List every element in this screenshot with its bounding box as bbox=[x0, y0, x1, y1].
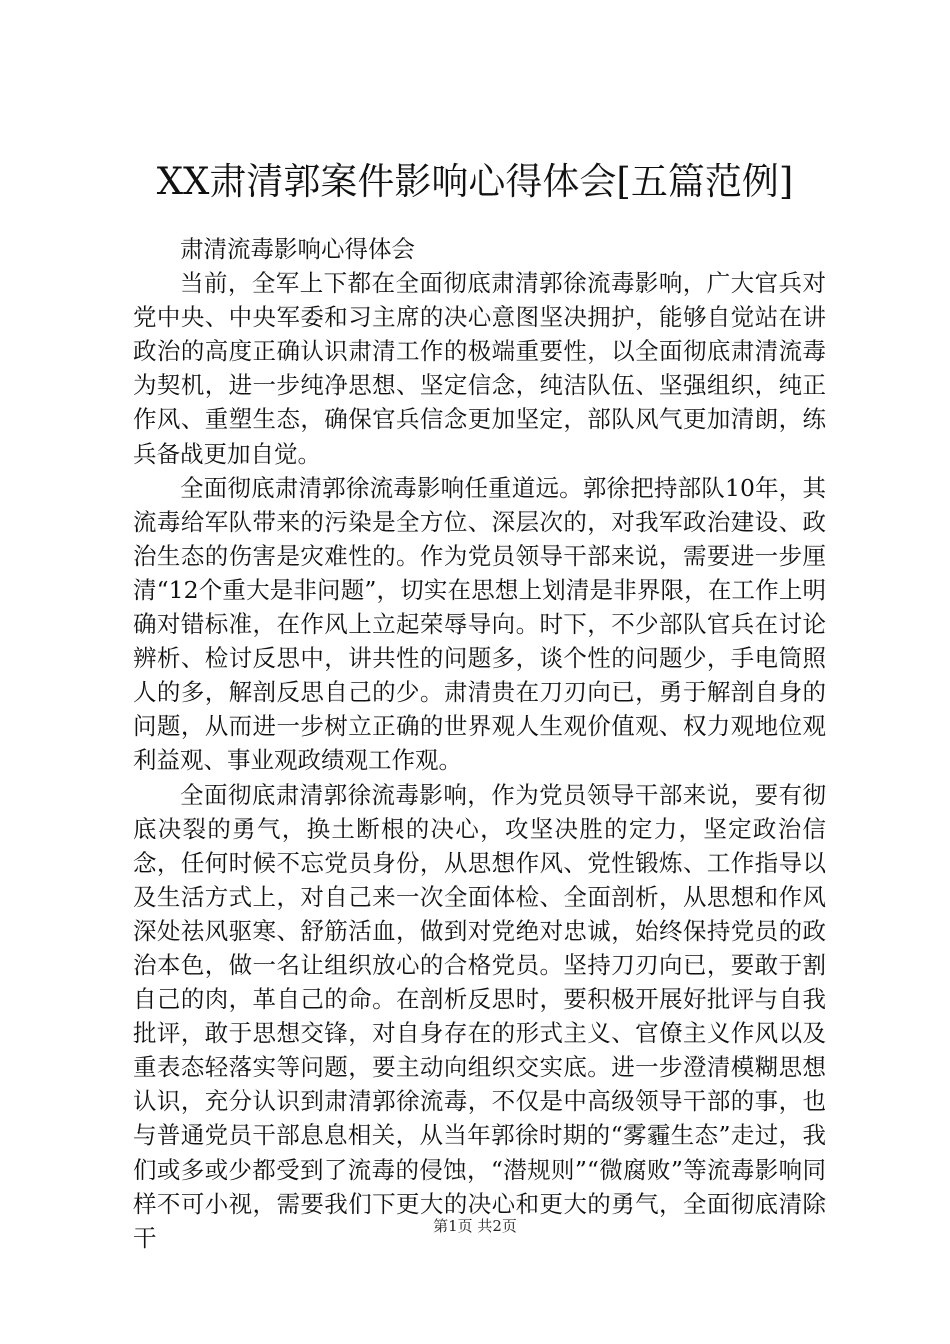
page-footer: 第1页 共2页 bbox=[433, 1217, 517, 1235]
document-subtitle: 肃清流毒影响心得体会 bbox=[180, 235, 415, 263]
document-title: XX肃清郭案件影响心得体会[五篇范例] bbox=[156, 160, 794, 203]
body-paragraph-1: 当前，全军上下都在全面彻底肃清郭徐流毒影响，广大官兵对党中央、中央军委和习主席的决心意图坚决拥护，能够自觉站在讲政治的高度正确认识肃清工作的极端重要性，以全面彻底肃清流毒为契机，进一步纯净思想、坚定信念，纯洁队伍、坚强组织，纯正作风、重塑生态，确保官兵信念更加坚定，部队风气更加清朗，练兵备战更加自觉。 bbox=[133, 269, 826, 468]
body-paragraph-3: 全面彻底肃清郭徐流毒影响，作为党员领导干部来说，要有彻底决裂的勇气，换土断根的决心，攻坚决胜的定力，坚定政治信念，任何时候不忘党员身份，从思想作风、党性锻炼、工作指导以及生活方式上，对自己来一次全面体检、全面剖析，从思想和作风深处祛风驱寒、舒筋活血，做到对党绝对忠诚，始终保持党员的政治本色，做一名让组织放心的合格党员。坚持刀刃向已，要敢于割自己的肉，革自己的命。在剖析反思时，要积极开展好批评与自我批评，敢于思想交锋，对自身存在的形式主义、官僚主义作风以及重表态轻落实等问题，要主动向组织交实底。进一步澄清模糊思想认识，充分认识到肃清郭徐流毒，不仅是中高级领导干部的事，也与普通党员干部息息相关，从当年郭徐时期的“雾霾生态”走过，我们或多或少都受到了流毒的侵蚀，“潜规则”“微腐败”等流毒影响同样不可小视，需要我们下更大的决心和更大的勇气，全面彻底清除干 bbox=[133, 780, 826, 1252]
body-paragraph-2: 全面彻底肃清郭徐流毒影响任重道远。郭徐把持部队10年，其流毒给军队带来的污染是全方位、深层次的，对我军政治建设、政治生态的伤害是灾难性的。作为党员领导干部来说，需要进一步厘清“12个重大是非问题”，切实在思想上划清是非界限，在工作上明确对错标准，在作风上立起荣辱导向。时下，不少部队官兵在讨论辨析、检讨反思中，讲共性的问题多，谈个性的问题少，手电筒照人的多，解剖反思自己的少。肃清贵在刀刃向已，勇于解剖自身的问题，从而进一步树立正确的世界观人生观价值观、权力观地位观利益观、事业观政绩观工作观。 bbox=[133, 473, 826, 775]
document-body bbox=[133, 232, 826, 1255]
